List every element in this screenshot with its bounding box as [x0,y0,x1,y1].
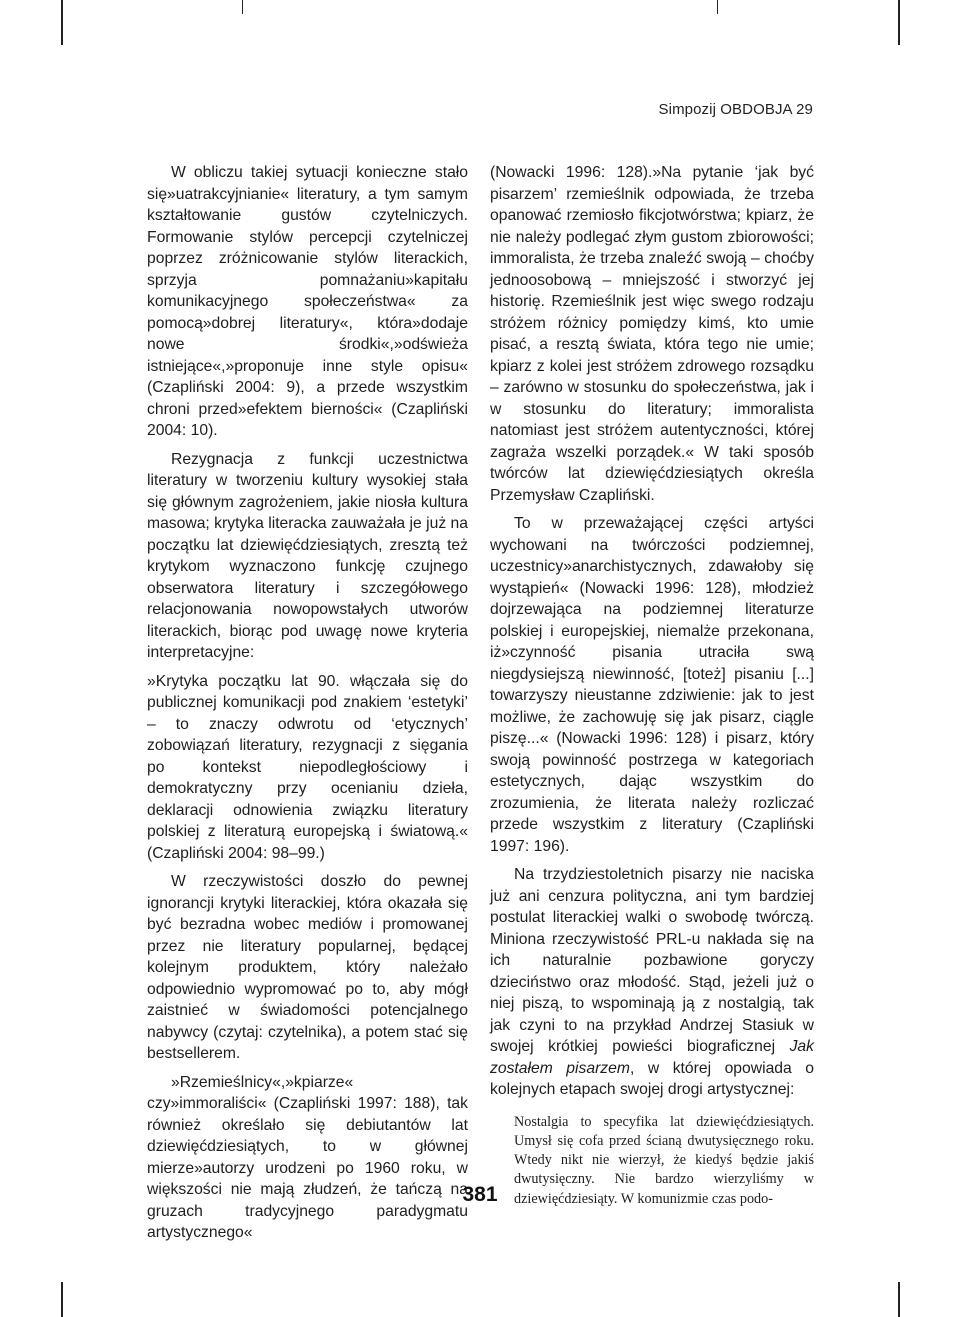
left-paragraph-4: W rzeczywistości doszło do pewnej ignorancji krytyki literackiej, która okazała się być bezradna wobec mediów i promowanej przez nie literatury popularnej, będącej kolejnym produktem, który należało odpowiednio wypromować po to, aby mógł zaistnieć w świadomości potencjalnego nabywcy (czytaj: czytelnika), a potem stać się bestsellerem. [147,873,468,1062]
left-paragraph-5: »Rzemieślnicy«,»kpiarze« czy»immoraliści« (Czapliński 1997: 188), tak również określało się debiutantów lat dziewięćdziesiątych, to w głównej mierze»autorzy urodzeni po 1960 roku, w większości nie mają złudzeń, że tańczą na gruzach tradycyjnego paradygmatu artystycznego« [147,1073,468,1241]
running-header: Simpozij OBDOBJA 29 [658,101,813,118]
right-paragraph-3-text-b: , w której opowiada o kolejnych etapach swojej drogi artystycznej: [490,1059,814,1098]
crop-mark-bottom-left [61,1282,63,1317]
crop-mark-top-mid-right [717,0,718,14]
left-quoted-paragraph: »Krytyka początku lat 90. włączała się do publicznej komunikacji pod znakiem ‘estetyki’ – to znaczy odwrotu od ‘etycznych’ zobowiązań literatury, rezygnacji z sięgania po kontekst niepodległościowy i demokratyczny przy ocenianiu dzieła, deklaracji odnowienia związku literatury polskiej z literaturą europejską i światową.« (Czapliński 2004: 98–99.) [147,672,468,862]
right-paragraph-3 [490,864,814,1101]
crop-mark-top-right [898,0,900,45]
right-paragraph-3-text-a: Na trzydziestoletnich pisarzy nie naciska już ani cenzura polityczna, ani tym bardziej postulat literackiej walki o swobodę twórczą. Miniona rzeczywistość PRL-u nakłada się na ich naturalnie pozbawione goryczy dzieciństwo oraz młodość. Stąd, jeżeli już o niej piszą, to wspominają ją z nostalgią, tak jak czyni to na przykład Andrzej Stasiuk w swojej krótkiej powieści biograficznej [490,866,814,1055]
crop-mark-bottom-right [898,1282,900,1317]
block-quote: Nostalgia to specyfika lat dziewięćdziesiątych. Umysł się cofa przed ścianą dwutysięcznego roku. Wtedy nikt nie wierzył, że kiedyś będzie jakiś dwutysięczny. Nie bardzo wierzyliśmy w dziewięćdziesiąty. W komunizmie czas podo- [514,1113,814,1207]
book-title: Jak zostałem pisarzem [490,1038,814,1077]
right-text-column [490,162,814,1209]
page-number: 381 [462,1183,498,1206]
crop-mark-top-left [61,0,63,45]
left-text-column [147,162,468,1244]
crop-mark-top-mid-left [242,0,243,14]
right-paragraph-2: To w przeważającej części artyści wychowani na twórczości podziemnej, uczestnicy»anarchistycznych, zdawałoby się wystąpień« (Nowacki 1996: 128), młodzież dojrzewająca na podziemnej literaturze polskiej i europejskiej, niemalże przekonana, iż»czynność pisania utraciła swą niegdysiejszą niewinność, [toteż] pisaniu [...] towarzyszy nieustanne zdziwienie: jak to jest możliwe, że zachowuję się jak pisarz, ciągle piszę...« (Nowacki 1996: 128) i pisarz, który swoją powinność postrzega w kategoriach estetycznych, dając wszystkim do zrozumienia, że literata należy rozliczać przede wszystkim z literatury (Czapliński 1997: 196). [490,515,814,855]
right-paragraph-1: (Nowacki 1996: 128).»Na pytanie ‘jak być pisarzem’ rzemieślnik odpowiada, że trzeba opanować rzemiosło fikcjotwórstwa; kpiarz, że nie należy podlegać złym gustom zbiorowości; immoralista, że trzeba znaleźć swoją – choćby jednoosobową – mniejszość i stworzyć jej historię. Rzemieślnik jest więc swego rodzaju stróżem różnicy pomiędzy kimś, kto umie pisać, a resztą świata, która tego nie umie; kpiarz z kolei jest stróżem zdrowego rozsądku – zarówno w stosunku do społeczeństwa, jak i w stosunku do literatury; immoralista natomiast jest stróżem autentyczności, której zagraża wszelki porządek.« W taki sposób twórców lat dziewięćdziesiątych określa Przemysław Czapliński. [490,164,814,504]
left-paragraph-2: Rezygnacja z funkcji uczestnictwa literatury w tworzeniu kultury wysokiej stała się głównym zagrożeniem, jakie niosła kultura masowa; krytyka literacka zauważała je już na początku lat dziewięćdziesiątych, zresztą też krytykom wyznaczono funkcję czujnego obserwatora literatury i szczegółowego relacjonowania nowopowstałych utworów literackich, biorąc pod uwagę nowe kryteria interpretacyjne: [147,450,468,661]
left-paragraph-1: W obliczu takiej sytuacji konieczne stało się»uatrakcyjnianie« literatury, a tym samym kształtowanie gustów czytelniczych. Formowanie stylów percepcji czytelniczej poprzez zróżnicowanie stylów literackich, sprzyja pomnażaniu»kapitału komunikacyjnego społeczeństwa« za pomocą»dobrej literatury«, która»dodaje nowe środki«,»odświeża istniejące«,»proponuje inne style opisu« (Czapliński 2004: 9), a przede wszystkim chroni przed»efektem bierności« (Czapliński 2004: 10). [147,164,468,439]
